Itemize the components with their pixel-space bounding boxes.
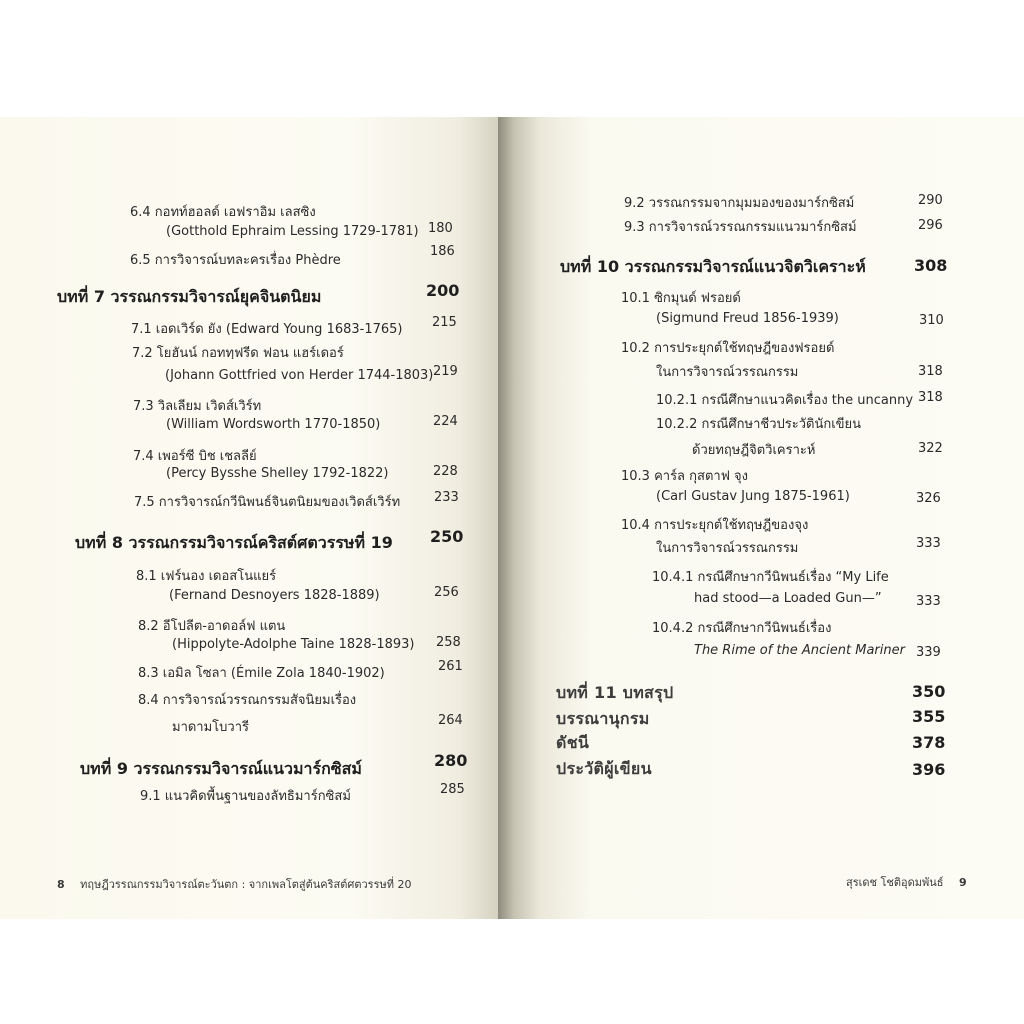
toc-entry: 7.2 โยฮันน์ กอททฺฟรีด ฟอน แฮร์เดอร์ <box>132 346 344 361</box>
toc-page-number: 186 <box>430 244 455 259</box>
chapter-page-number: 250 <box>430 527 464 546</box>
folio-number: 8 <box>57 878 65 891</box>
chapter-page-number: 280 <box>434 751 468 770</box>
page-footer <box>846 873 967 891</box>
toc-entry: 8.2 อีโปลีต-อาดอล์ฟ แตน <box>138 619 286 634</box>
toc-entry: 7.5 การวิจารณ์กวีนิพนธ์จินตนิยมของเวิดส์เวิร์ท <box>134 495 401 510</box>
toc-entry: 6.5 การวิจารณ์บทละครเรื่อง Phèdre <box>130 253 341 268</box>
toc-page-number: 333 <box>916 536 941 551</box>
chapter-heading: บทที่ 11 บทสรุป <box>556 683 674 702</box>
toc-entry: 10.2 การประยุกต์ใช้ทฤษฎีของฟรอยด์ <box>621 341 835 356</box>
toc-entry: 9.3 การวิจารณ์วรรณกรรมแนวมาร์กซิสม์ <box>624 220 857 235</box>
toc-page-number: 180 <box>428 221 453 236</box>
toc-entry: 6.4 กอทท์ฮอลด์ เอฟราอิม เลสซิง <box>130 205 316 220</box>
toc-entry: (Fernand Desnoyers 1828-1889) <box>169 588 380 603</box>
toc-entry: 10.2.1 กรณีศึกษาแนวคิดเรื่อง the uncanny <box>656 393 914 408</box>
page-footer <box>57 875 412 893</box>
toc-entry: 9.1 แนวคิดพื้นฐานของลัทธิมาร์กซิสม์ <box>140 789 351 804</box>
toc-page-number: 326 <box>916 491 941 506</box>
toc-page-number: 322 <box>918 441 943 456</box>
chapter-heading: บทที่ 8 วรรณกรรมวิจารณ์คริสต์ศตวรรษที่ 19 <box>75 533 393 552</box>
toc-page-number: 233 <box>434 490 459 505</box>
chapter-heading: บทที่ 9 วรรณกรรมวิจารณ์แนวมาร์กซิสม์ <box>80 759 362 778</box>
toc-page-number: 258 <box>436 635 461 650</box>
toc-entry: 7.4 เพอร์ซี บิช เชลลีย์ <box>133 449 257 464</box>
toc-page-number: 228 <box>433 464 458 479</box>
toc-entry: (Carl Gustav Jung 1875-1961) <box>656 489 850 504</box>
chapter-page-number: 308 <box>914 256 948 275</box>
toc-entry: ในการวิจารณ์วรรณกรรม <box>656 541 799 556</box>
toc-page-number: 256 <box>434 585 459 600</box>
toc-entry: The Rime of the Ancient Mariner <box>694 643 905 658</box>
toc-entry: 8.1 เฟร์นอง เดอสโนแยร์ <box>136 569 277 584</box>
toc-page-number: 333 <box>916 594 941 609</box>
chapter-heading: บทที่ 7 วรรณกรรมวิจารณ์ยุคจินตนิยม <box>57 287 322 306</box>
toc-page-number: 318 <box>918 364 943 379</box>
toc-entry: 10.4.1 กรณีศึกษากวีนิพนธ์เรื่อง “My Life <box>652 570 889 585</box>
toc-entry: 9.2 วรรณกรรมจากมุมมองของมาร์กซิสม์ <box>624 196 855 211</box>
toc-entry: (Johann Gottfried von Herder 1744-1803) <box>165 368 434 383</box>
toc-entry: (Gotthold Ephraim Lessing 1729-1781) <box>166 224 419 239</box>
toc-entry: 10.4 การประยุกต์ใช้ทฤษฎีของจุง <box>621 518 809 533</box>
toc-page-number: 310 <box>919 313 944 328</box>
toc-entry: ด้วยทฤษฎีจิตวิเคราะห์ <box>692 443 816 458</box>
toc-entry: (Hippolyte-Adolphe Taine 1828-1893) <box>172 637 415 652</box>
toc-page-number: 215 <box>432 315 457 330</box>
toc-entry: (Sigmund Freud 1856-1939) <box>656 311 839 326</box>
bibliography-heading: บรรณานุกรม <box>556 709 650 728</box>
index-heading: ดัชนี <box>556 733 590 752</box>
running-author: สุรเดช โชติอุดมพันธ์ <box>846 876 944 889</box>
toc-entry: 7.1 เอดเวิร์ด ยัง (Edward Young 1683-1765) <box>131 322 403 337</box>
author-bio-page-number: 396 <box>912 760 946 779</box>
folio-number: 9 <box>959 876 967 889</box>
toc-entry: 10.2.2 กรณีศึกษาชีวประวัตินักเขียน <box>656 417 862 432</box>
toc-entry: มาดามโบวารี <box>172 720 249 735</box>
bibliography-page-number: 355 <box>912 707 946 726</box>
book-spread <box>0 117 1024 919</box>
toc-entry: (Percy Bysshe Shelley 1792-1822) <box>166 466 389 481</box>
toc-page-number: 296 <box>918 218 943 233</box>
toc-page-number: 285 <box>440 782 465 797</box>
toc-page-number: 264 <box>438 713 463 728</box>
toc-entry: had stood—a Loaded Gun—” <box>694 591 882 606</box>
toc-entry: 8.4 การวิจารณ์วรรณกรรมสัจนิยมเรื่อง <box>138 693 357 708</box>
left-page <box>0 117 498 919</box>
toc-page-number: 339 <box>916 645 941 660</box>
toc-entry: 10.1 ซิกมุนด์ ฟรอยด์ <box>621 291 741 306</box>
author-bio-heading: ประวัติผู้เขียน <box>556 759 652 778</box>
chapter-page-number: 350 <box>912 682 946 701</box>
chapter-heading: บทที่ 10 วรรณกรรมวิจารณ์แนวจิตวิเคราะห์ <box>560 257 866 276</box>
running-title: ทฤษฎีวรรณกรรมวิจารณ์ตะวันตก : จากเพลโตสู่ต้นคริสต์ศตวรรษที่ 20 <box>80 878 412 891</box>
toc-page-number: 290 <box>918 193 943 208</box>
toc-page-number: 261 <box>438 659 463 674</box>
toc-entry: (William Wordsworth 1770-1850) <box>166 417 381 432</box>
toc-page-number: 224 <box>433 414 458 429</box>
toc-page-number: 219 <box>433 364 458 379</box>
toc-entry: 10.3 คาร์ล กุสตาฟ จุง <box>621 469 749 484</box>
right-page <box>498 117 1024 919</box>
chapter-page-number: 200 <box>426 281 460 300</box>
toc-entry: 8.3 เอมิล โซลา (Émile Zola 1840-1902) <box>138 666 385 681</box>
toc-entry: 7.3 วิลเลียม เวิดส์เวิร์ท <box>133 399 262 414</box>
toc-entry: ในการวิจารณ์วรรณกรรม <box>656 365 799 380</box>
toc-page-number: 318 <box>918 390 943 405</box>
toc-entry: 10.4.2 กรณีศึกษากวีนิพนธ์เรื่อง <box>652 621 832 636</box>
index-page-number: 378 <box>912 733 946 752</box>
